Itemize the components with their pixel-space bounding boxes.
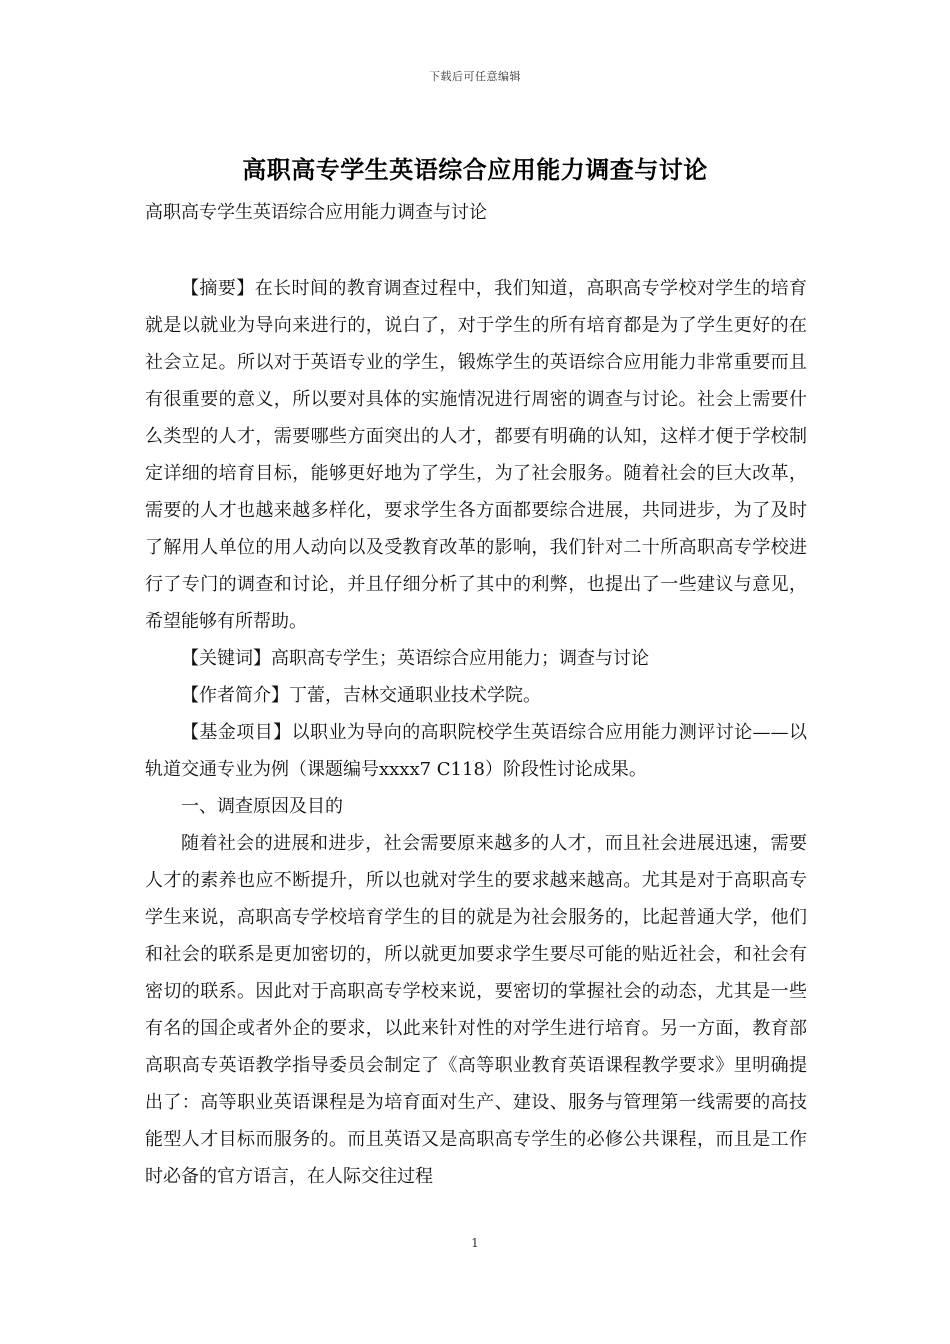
page-number: 1 (471, 1236, 479, 1250)
document-title: 高职高专学生英语综合应用能力调查与讨论 (242, 155, 708, 184)
author-paragraph: 【作者简介】丁蕾，吉林交通职业技术学院。 (181, 685, 541, 706)
section-heading: 一、调查原因及目的 (181, 796, 343, 817)
abstract-paragraph: 【摘要】在长时间的教育调查过程中，我们知道，高职高专学校对学生的培育就是以就业为导向来进行的，说白了，对于学生的所有培育都是为了学生更好的在社会立足。所以对于英语专业的学生，锻炼学生的英语综合应用能力非常重要而且有很重要的意义，所以要对具体的实施情况进行周密的调查与讨论。社会上需要什么类型的人才，需要哪些方面突出的人才，都要有明确的认知，这样才便于学校制定详细的培育目标，能够更好地为了学生，为了社会服务。随着社会的巨大改革，需要的人才也越来越多样化，要求学生各方面都要综合进展，共同进步，为了及时了解用人单位的用人动向以及受教育改革的影响，我们针对二十所高职高专学校进行了专门的调查和讨论，并且仔细分析了其中的利弊，也提出了一些建议与意见，希望能够有所帮助。 (145, 278, 807, 632)
header-note: 下载后可任意编辑 (429, 70, 521, 83)
fund-paragraph: 【基金项目】以职业为导向的高职院校学生英语综合应用能力测评讨论——以轨道交通专业为例（课题编号xxxx7 C118）阶段性讨论成果。 (145, 722, 807, 780)
document-subtitle: 高职高专学生英语综合应用能力调查与讨论 (145, 202, 487, 223)
document-body (145, 270, 807, 1195)
keywords-paragraph: 【关键词】高职高专学生；英语综合应用能力；调查与讨论 (181, 648, 649, 669)
body-paragraph: 随着社会的进展和进步，社会需要原来越多的人才，而且社会进展迅速，需要人才的素养也应不断提升，所以也就对学生的要求越来越高。尤其是对于高职高专学生来说，高职高专学校培育学生的目的就是为社会服务的，比起普通大学，他们和社会的联系是更加密切的，所以就更加要求学生要尽可能的贴近社会，和社会有密切的联系。因此对于高职高专学校来说，要密切的掌握社会的动态，尤其是一些有名的国企或者外企的要求，以此来针对性的对学生进行培育。另一方面，教育部高职高专英语教学指导委员会制定了《高等职业教育英语课程教学要求》里明确提出了：高等职业英语课程是为培育面对生产、建设、服务与管理第一线需要的高技能型人才目标而服务的。而且英语又是高职高专学生的必修公共课程，而且是工作时必备的官方语言，在人际交往过程 (145, 833, 807, 1187)
